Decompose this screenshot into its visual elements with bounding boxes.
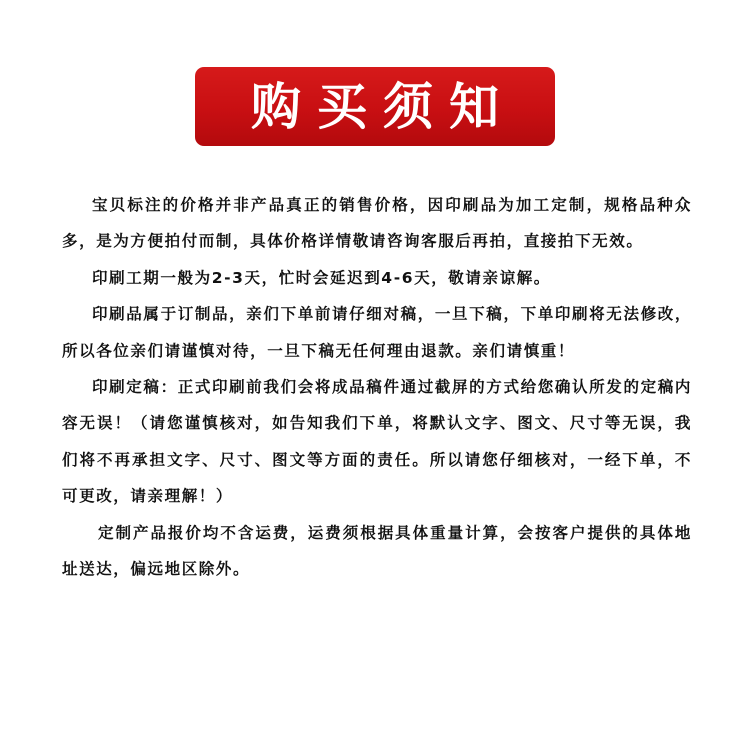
notice-body <box>62 187 692 587</box>
price-note-line-1: 宝贝标注的价格并非产品真正的销售价格，因印刷品为加工定制，规格 <box>92 196 640 214</box>
page-title: 购买须知 <box>251 77 515 136</box>
custom-product-paragraph <box>62 296 692 369</box>
custom-product-line-1: 印刷品属于订制品，亲们下单前请仔细对稿，一旦下稿，下单印刷将无 <box>92 305 624 324</box>
title-banner <box>195 67 555 146</box>
custom-product-line-2: 法修改，所以各位亲们请谨慎对待，一旦下稿无任何理由退款。亲们请慎重！ <box>62 305 693 360</box>
price-note-line-3: 下无效。 <box>575 232 644 251</box>
production-time-paragraph <box>62 260 692 296</box>
proof-confirmation-line-4: 对，一经下单，不可更改，请亲理解！） <box>62 450 692 506</box>
shipping-note-line-1: 定制产品报价均不含运费，运费须根据具体重量计算，会按客户提供的 <box>98 523 640 542</box>
proof-confirmation-paragraph <box>62 369 692 515</box>
price-note-paragraph <box>62 187 692 260</box>
proof-confirmation-line-1: 印刷定稿：正式印刷前我们会将成品稿件通过截屏的方式给您确认所发 <box>92 378 624 397</box>
production-time-line-1: 印刷工期一般为2-3天，忙时会延迟到4-6天，敬请亲谅解。 <box>92 268 551 287</box>
proof-confirmation-line-3: 寸等无误，我们将不再承担文字、尺寸、图文等方面的责任。所以请您仔细核 <box>62 414 692 469</box>
shipping-note-line-2: 具体地址送达，偏远地区除外。 <box>62 523 692 579</box>
price-note-line-2: 品种众多，是为方便拍付而制，具体价格详情敬请咨询客服后再拍，直接拍 <box>62 196 692 251</box>
shipping-note-paragraph <box>62 515 692 588</box>
proof-confirmation-line-2: 的定稿内容无误！（请您谨慎核对，如告知我们下单，将默认文字、图文、尺 <box>62 378 693 433</box>
